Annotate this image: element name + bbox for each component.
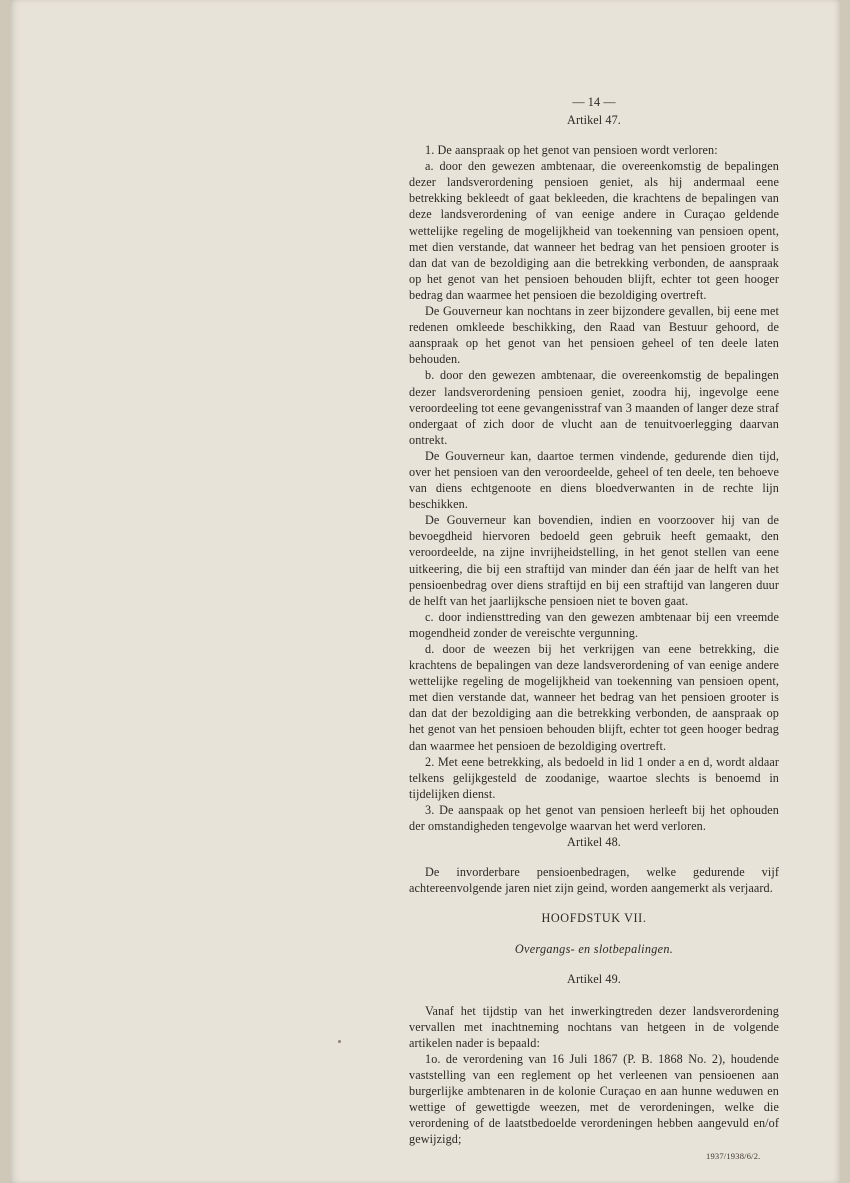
art47-para-gouverneur-2: De Gouverneur kan, daartoe termen vindende, gedurende dien tijd, over het pensioen van den veroordeelde, geheel of ten deele, ten behoeve van diens echtgenoote en diens bloedverwanten in de rechte lijn beschikken. [409, 448, 779, 512]
text-column [409, 92, 779, 1148]
chapter-heading: HOOFDSTUK VII. [541, 911, 647, 926]
art47-para-2: 2. Met eene betrekking, als bedoeld in lid 1 onder a en d, wordt aldaar telkens gelijkgesteld de zoodanige, waartoe slechts is benoemd in tijdelijken dienst. [409, 754, 779, 801]
speck [338, 1040, 341, 1043]
article-47-heading: Artikel 47. [567, 113, 621, 127]
art47-para-gouverneur-3: De Gouverneur kan bovendien, indien en voorzoover hij van de bevoegdheid hiervoren bedoeld geen gebruik heeft gemaakt, den veroordeelde, na zijne invrijheidstelling, in het genot stellen van eene uitkeering, die bij een straftijd van minder dan één jaar de helft van het pensioenbedrag over diens straftijd en bij een straftijd van langeren duur de helft van het jaarlijksche pensioen niet te boven gaat. [409, 513, 779, 608]
page-edge-right [840, 0, 850, 1183]
article-49-heading: Artikel 49. [567, 971, 621, 986]
chapter-subtitle: Overgangs- en slotbepalingen. [514, 941, 674, 956]
art47-para-1: 1. De aanspraak op het genot van pensioen wordt verloren: [425, 143, 718, 158]
art47-para-c: c. door indiensttreding van den gewezen ambtenaar bij een vreemde mogendheid zonder de vereischte vergunning. [409, 609, 779, 640]
art48-para: De invorderbare pensioenbedragen, welke gedurende vijf achtereenvolgende jaren niet zijn geind, worden aangemerkt als verjaard. [409, 865, 779, 896]
page-edge-left [0, 0, 10, 1183]
article-48-heading: Artikel 48. [567, 835, 621, 850]
art47-para-b: b. door den gewezen ambtenaar, die overeenkomstig de bepalingen dezer landsverordening pensioen geniet, zoodra hij, ingevolge eene veroordeeling tot eene gevangenisstraf van 3 maanden of langer deze straf ondergaat of zich door de vlucht aan de tenuitvoerlegging daarvan ontrekt. [409, 368, 779, 447]
art47-para-a: a. door den gewezen ambtenaar, die overeenkomstig de bepalingen dezer landsverordening pensioen geniet, als hij andermaal eene betrekking bekleedt of gaat bekleeden, die krachtens de bepalingen van deze landsverordening of van eenige andere in Curaçao geldende wettelijke regeling de mogelijkheid van toekenning van pensioen opent, met dien verstande, dat wanneer het bedrag van het pensioen grooter is dan dat van de bezoldiging aan die betrekking verbonden, de aanspraak op het genot van het pensioen behouden blijft, echter tot geen hooger bedrag dan waarmee het pensioen die bezoldiging overtreft. [409, 159, 779, 302]
art47-para-gouverneur-1: De Gouverneur kan nochtans in zeer bijzondere gevallen, bij eene met redenen omkleede beschikking, den Raad van Bestuur gehoord, de aanspraak op het genot van het pensioen geheel of ten deele laten behouden. [409, 304, 779, 367]
footer-code: 1937/1938/6/2. [706, 1151, 761, 1161]
art47-para-3: 3. De aanspaak op het genot van pensioen herleeft bij het ophouden der omstandigheden tengevolge waarvan het werd verloren. [409, 802, 779, 834]
art47-para-d: d. door de weezen bij het verkrijgen van eene betrekking, die krachtens de bepalingen van deze landsverordening of van eenige andere wettelijke regeling de mogelijkheid van toekenning van pensioen opent, met dien verstande dat, wanneer het bedrag van het pensioen grooter is dan dat der bezoldiging aan die betrekking verbonden, de aanspraak op het genot van het pensioen behouden blijft, echter tot geen hooger bedrag dan waarmee het pensioen de bezoldiging overtreft. [409, 642, 779, 753]
art49-para-1o: 1o. de verordening van 16 Juli 1867 (P. B. 1868 No. 2), houdende vaststelling van een reglement op het verleenen van pensioenen aan burgerlijke ambtenaren in de kolonie Curaçao en aan hunne weduwen en wettige of gewettigde weezen, met de verordeningen, welke die verordening of de laatstbedoelde verordeningen hebben aangevuld en/of gewijzigd; [409, 1051, 779, 1147]
art49-para-intro: Vanaf het tijdstip van het inwerkingtreden dezer landsverordening vervallen met inachtneming nochtans van hetgeen in de volgende artikelen nader is bepaald: [409, 1003, 779, 1050]
page-number: — 14 — [572, 95, 616, 109]
